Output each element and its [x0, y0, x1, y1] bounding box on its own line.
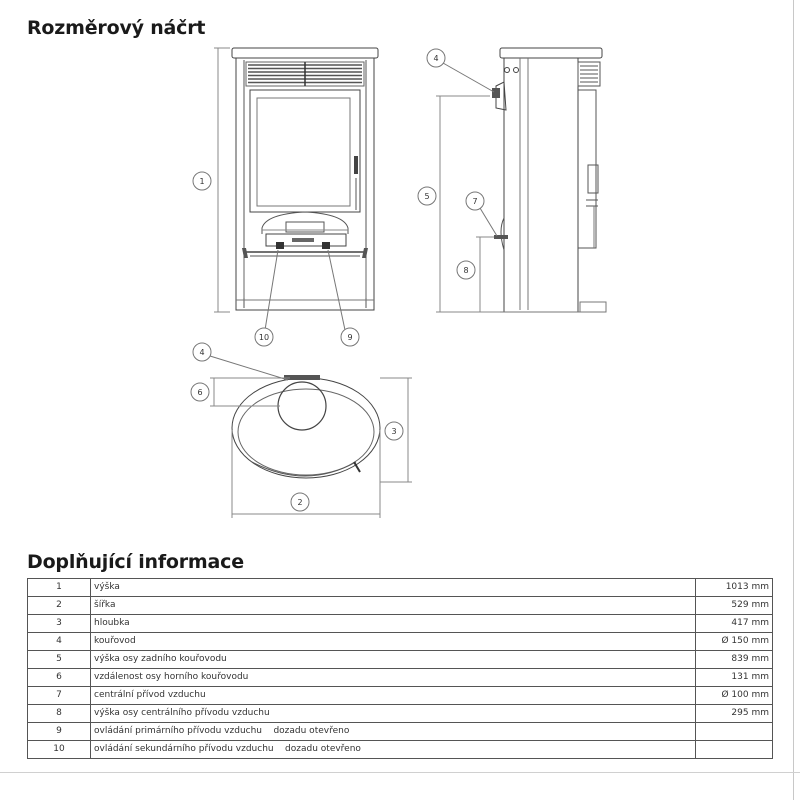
row-value [696, 723, 773, 741]
table-row [28, 615, 773, 633]
callout-1-label: 1 [199, 177, 205, 186]
row-label: šířka [91, 597, 696, 615]
callout-10 [255, 328, 273, 346]
callout-4-top-label: 4 [199, 348, 205, 357]
row-number: 4 [28, 633, 91, 651]
callout-1 [193, 172, 211, 190]
row-label: vzdálenost osy horního kouřovodu [91, 669, 696, 687]
callout-6-label: 6 [197, 388, 203, 397]
row-number: 10 [28, 741, 91, 759]
callout-7 [466, 192, 484, 210]
table-row [28, 723, 773, 741]
table-row [28, 687, 773, 705]
row-number: 1 [28, 579, 91, 597]
row-value: 1013 mm [696, 579, 773, 597]
table-row [28, 669, 773, 687]
row-label: výška [91, 579, 696, 597]
row-value: Ø 150 mm [696, 633, 773, 651]
callout-6 [191, 383, 209, 401]
callout-5-label: 5 [424, 192, 430, 201]
info-heading: Doplňující informace [27, 551, 244, 573]
row-label: kouřovod [91, 633, 696, 651]
callout-2-label: 2 [297, 498, 303, 507]
table-row [28, 579, 773, 597]
callout-4-side [427, 49, 445, 67]
callout-10-label: 10 [258, 333, 270, 342]
spec-table [27, 578, 773, 759]
row-number: 8 [28, 705, 91, 723]
sketch-heading: Rozměrový náčrt [27, 17, 206, 39]
row-value: 131 mm [696, 669, 773, 687]
row-number: 2 [28, 597, 91, 615]
row-number: 9 [28, 723, 91, 741]
table-row [28, 597, 773, 615]
row-label: centrální přívod vzduchu [91, 687, 696, 705]
row-label: ovládání sekundárního přívodu vzduchu dozadu otevřeno [91, 741, 696, 759]
table-row [28, 705, 773, 723]
row-number: 5 [28, 651, 91, 669]
callout-9 [341, 328, 359, 346]
row-label: hloubka [91, 615, 696, 633]
callout-3-label: 3 [391, 427, 397, 436]
row-label: ovládání primárního přívodu vzduchu dozadu otevřeno [91, 723, 696, 741]
table-row [28, 651, 773, 669]
row-value: 529 mm [696, 597, 773, 615]
table-row [28, 633, 773, 651]
callout-3 [385, 422, 403, 440]
row-value: Ø 100 mm [696, 687, 773, 705]
row-value [696, 741, 773, 759]
front-view [232, 48, 378, 310]
row-number: 3 [28, 615, 91, 633]
top-view [232, 375, 380, 478]
callout-4-top [193, 343, 211, 361]
row-value: 417 mm [696, 615, 773, 633]
callout-2 [291, 493, 309, 511]
side-view [492, 48, 606, 312]
callout-4-label: 4 [433, 54, 439, 63]
callout-8-label: 8 [463, 266, 469, 275]
callout-8 [457, 261, 475, 279]
callout-9-label: 9 [347, 333, 353, 342]
row-value: 839 mm [696, 651, 773, 669]
table-row [28, 741, 773, 759]
row-label: výška osy centrálního přívodu vzduchu [91, 705, 696, 723]
row-value: 295 mm [696, 705, 773, 723]
row-number: 7 [28, 687, 91, 705]
row-label: výška osy zadního kouřovodu [91, 651, 696, 669]
row-number: 6 [28, 669, 91, 687]
page-edge-bottom [0, 772, 800, 773]
callout-5 [418, 187, 436, 205]
callout-7-label: 7 [472, 197, 478, 206]
